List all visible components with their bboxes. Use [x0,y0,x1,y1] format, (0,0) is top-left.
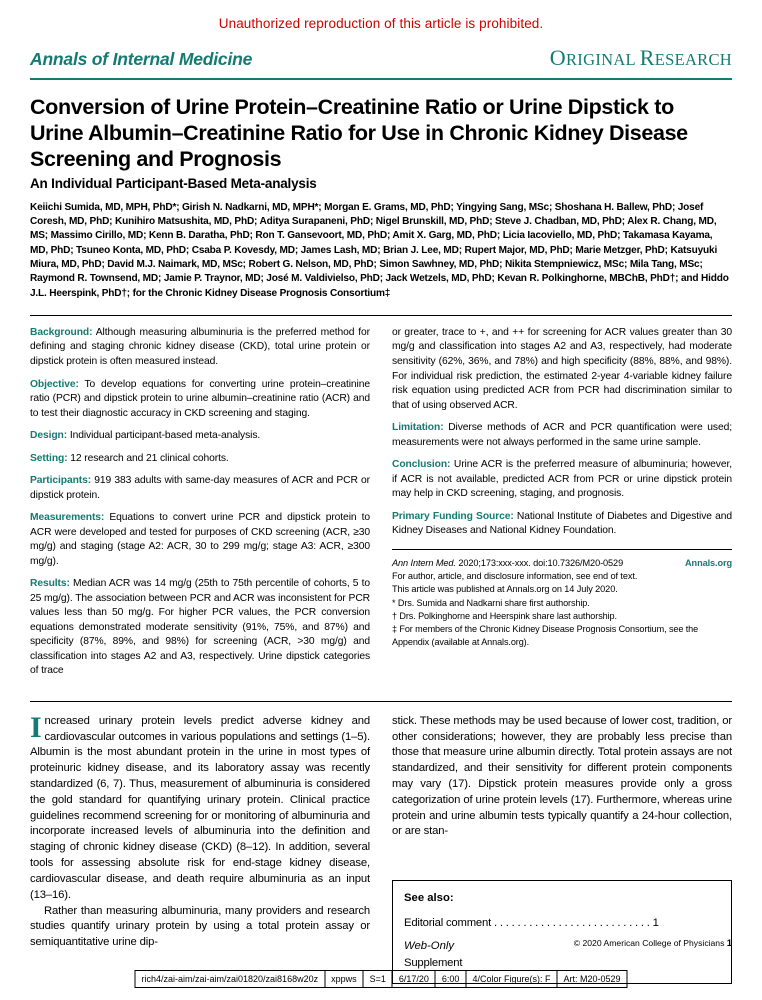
citation-doi: Ann Intern Med. 2020;173:xxx-xxx. doi:10.7326/M20-0529 [392,557,624,568]
abstract-text: Urine ACR is the preferred measure of albuminuria; however, if ACR is not available, predicted ACR from PCR or urine dipstick protein may help in CKD screening, staging, and prognosis. [392,459,732,500]
abstract-section-measurements [30,511,370,569]
abstract-left-column [30,326,370,687]
abstract-section-objective [30,378,370,422]
slug-path: rich4/zai-aim/zai-aim/zai01820/zai8168w20z [136,971,326,987]
abstract-label: Limitation: [392,422,444,434]
abstract-label: Participants: [30,475,92,487]
citation-block [392,557,732,650]
printer-slug-line [135,970,628,988]
footnote-last-authorship: † Drs. Polkinghorne and Heerspink share last authorship. [392,610,617,621]
abstract-section-conclusion [392,458,732,502]
abstract-section-background [30,326,370,370]
footnote-first-authorship: * Drs. Sumida and Nadkarni share first authorship. [392,597,590,608]
abstract-section-design [30,429,370,444]
abstract-section-participants [30,474,370,503]
masthead [30,45,732,80]
divider-above-abstract [30,315,732,316]
copyright-text: © 2020 American College of Physicians [573,938,725,948]
slug-session: S=1 [364,971,393,987]
page-number: 1 [726,937,732,948]
body-paragraph [30,710,370,904]
citation-publish-date: This article was published at Annals.org on 14 July 2020. [392,584,618,595]
abstract-section-funding [392,510,732,539]
article-subtitle: An Individual Participant-Based Meta-analysis [30,175,317,191]
annals-org-link[interactable]: Annals.org [685,557,732,568]
divider-above-body [30,701,732,702]
abstract-text: Equations to convert urine PCR and dipstick protein to ACR were developed and tested for purposes of CKD screening (ACR, ≥30 mg/g) and staging (stage A2: ACR, 30 to 299 mg/g; stage A3: ACR, ≥300 mg/g). [30,512,370,567]
body-paragraph: stick. These methods may be used because of lower cost, tradition, or other considerations; however, they are probably less precise than those that measure urine albumin directly. Total protein assays are not standardized, and their sensitivity for different protein components may vary (17). Dipstick protein measures provide only a gross categorization of urine protein levels (17). Furthermore, whereas urine protein and urine albumin tests typically quantify a 24-hour collection, or are stan- [392,714,732,838]
abstract-label: Primary Funding Source: [392,510,514,522]
abstract-results-continued [392,326,732,413]
slug-date: 6/17/20 [393,971,436,987]
journal-name: Annals of Internal Medicine [30,49,253,69]
slug-art-id: Art: M20-0529 [563,974,621,984]
slug-figures: 4/Color Figure(s): F [466,971,557,987]
abstract-label: Design: [30,430,68,442]
section-label: ORIGINAL RESEARCH [549,45,732,70]
copyright-warning: Unauthorized reproduction of this article is prohibited. [218,16,544,31]
footnote-consortium: ‡ For members of the Chronic Kidney Disease Prognosis Consortium, see the Appendix (available at Annals.org). [392,624,699,648]
abstract-text: Although measuring albuminuria is the preferred method for defining and staging chronic kidney disease (CKD), total urine protein or dipstick protein is often measured instead. [30,326,370,367]
body-left-column [30,710,370,984]
body-text: ncreased urinary protein levels predict adverse kidney and cardiovascular outcomes in various populations and settings (1–5). Albumin is the most abundant protein in the urine in most types of proteinuric kidney disease, and its laboratory assay was recently standardized (6, 7). Thus, measurement of albuminuria is considered the gold standard for quantifying urinary protein. Clinical practice guidelines recommend screening for or monitoring of albuminuria and incorporate increased levels of albuminuria into the definition and staging of chronic kidney disease (CKD) (8–12). In addition, several tools for assessing absolute risk for end-stage kidney disease, cardiovascular disease, and death require albuminuria as an input (13–16). [30,714,370,901]
citation-line-doi [392,557,732,570]
abstract-section-results [30,577,370,679]
abstract-text: 919 383 adults with same-day measures of ACR and PCR or dipstick protein. [30,475,370,501]
abstract-section-limitation [392,421,732,450]
abstract-text: or greater, trace to +, and ++ for screening for ACR values greater than 30 mg/g and classification into stages A2 and A3, respectively, had moderate sensitivity (62%, 36%, and 78%) and high specificity (88%, 88%, and 98%). For individual risk prediction, the estimated 2-year 4-variable kidney failure risk equation using predicted ACR from PCR had discrimination similar to that of using observed ACR. [392,326,732,411]
citation-author-info: For author, article, and disclosure information, see end of text. [392,571,638,581]
slug-system: xppws [325,971,364,987]
abstract-section-setting [30,452,370,467]
abstract-text: 12 research and 21 clinical cohorts. [67,452,229,464]
divider-above-citation [392,549,732,550]
abstract-label: Setting: [30,452,68,464]
see-also-supplement-link[interactable]: Supplement [404,957,463,970]
abstract-text: Median ACR was 14 mg/g (25th to 75th percentile of cohorts, 5 to 25 mg/g). The association between PCR and ACR was inconsistent for PCR values less than 50 mg/g. For higher PCR values, the PCR conversion equations demonstrated moderate sensitivity (91%, 75%, and 87%) and specificity (87%, 89%, and 98%) for screening (ACR, >30 mg/g) and classification into stages A2 and A3, respectively. Urine dipstick categories of trace [30,578,370,677]
abstract-columns [30,326,732,687]
see-also-editorial-link[interactable]: Editorial comment . . . . . . . . . . . . . . . . . . . . . . . . . . . 1 [404,917,659,930]
copyright-line [574,937,732,948]
article-title: Conversion of Urine Protein–Creatinine Ratio or Urine Dipstick to Urine Albumin–Creatinine Ratio for Use in Chronic Kidney Disease Screening and Prognosis [30,95,688,172]
see-also-web-only-label: Web-Only [404,940,455,953]
drop-cap: I [30,710,42,744]
see-also-header: See also: [404,892,454,905]
abstract-label: Measurements: [30,512,105,524]
abstract-text: Individual participant-based meta-analysis. [67,430,261,442]
abstract-right-column [392,326,732,687]
abstract-text: Diverse methods of ACR and PCR quantification were used; measurements were not always performed in the same urine sample. [392,422,732,448]
abstract-label: Objective: [30,378,79,390]
abstract-text: National Institute of Diabetes and Digestive and Kidney Diseases and National Kidney Foundation. [392,510,732,537]
abstract-text: To develop equations for converting urine protein–creatinine ratio (PCR) and dipstick protein to urine albumin–creatinine ratio (ACR) and to test their diagnostic accuracy in CKD screening and staging. [30,378,370,419]
see-also-box [392,880,732,984]
abstract-label: Results: [30,578,70,590]
abstract-label: Conclusion: [392,459,451,471]
body-paragraph: Rather than measuring albuminuria, many providers and research studies quantify urinary protein by using a total protein assay or semiquantitative urine dip- [30,904,370,949]
slug-time: 6:00 [436,971,467,987]
author-list: Keiichi Sumida, MD, MPH, PhD*; Girish N. Nadkarni, MD, MPH*; Morgan E. Grams, MD, PhD; Yingying Sang, MSc; Shoshana H. Ballew, PhD; Josef Coresh, MD, PhD; Kunihiro Matsushita, MD, PhD; Aditya Surapaneni, PhD; Nigel Brunskill, MD, PhD; Steve J. Chadban, MD, PhD; Alex R. Chang, MD, MS; Massimo Cirillo, MD; Kenn B. Daratha, PhD; Ron T. Gansevoort, MD, PhD; Amit X. Garg, MD, PhD; Licia Iacoviello, MD, PhD; Takamasa Kayama, MD, PhD; Tsuneo Konta, MD, PhD; Csaba P. Kovesdy, MD; James Lash, MD; Brian J. Lee, MD; Rupert Major, MD, PhD; Marie Metzger, PhD; Katsuyuki Miura, MD, PhD; David M.J. Naimark, MD, MSc; Robert G. Nelson, MD, PhD; Simon Sawhney, MD, PhD; Nikita Stempniewicz, MSc; Mila Tang, MSc; Raymond R. Townsend, MD; Jamie P. Traynor, MD; José M. Valdivielso, PhD; Jack Wetzels, MD, PhD; Kevan R. Polkinghorne, MBChB, PhD†; and Hiddo J.L. Heerspink, PhD†; for the Chronic Kidney Disease Prognosis Consortium‡ [30,201,729,299]
abstract-label: Background: [30,326,93,338]
